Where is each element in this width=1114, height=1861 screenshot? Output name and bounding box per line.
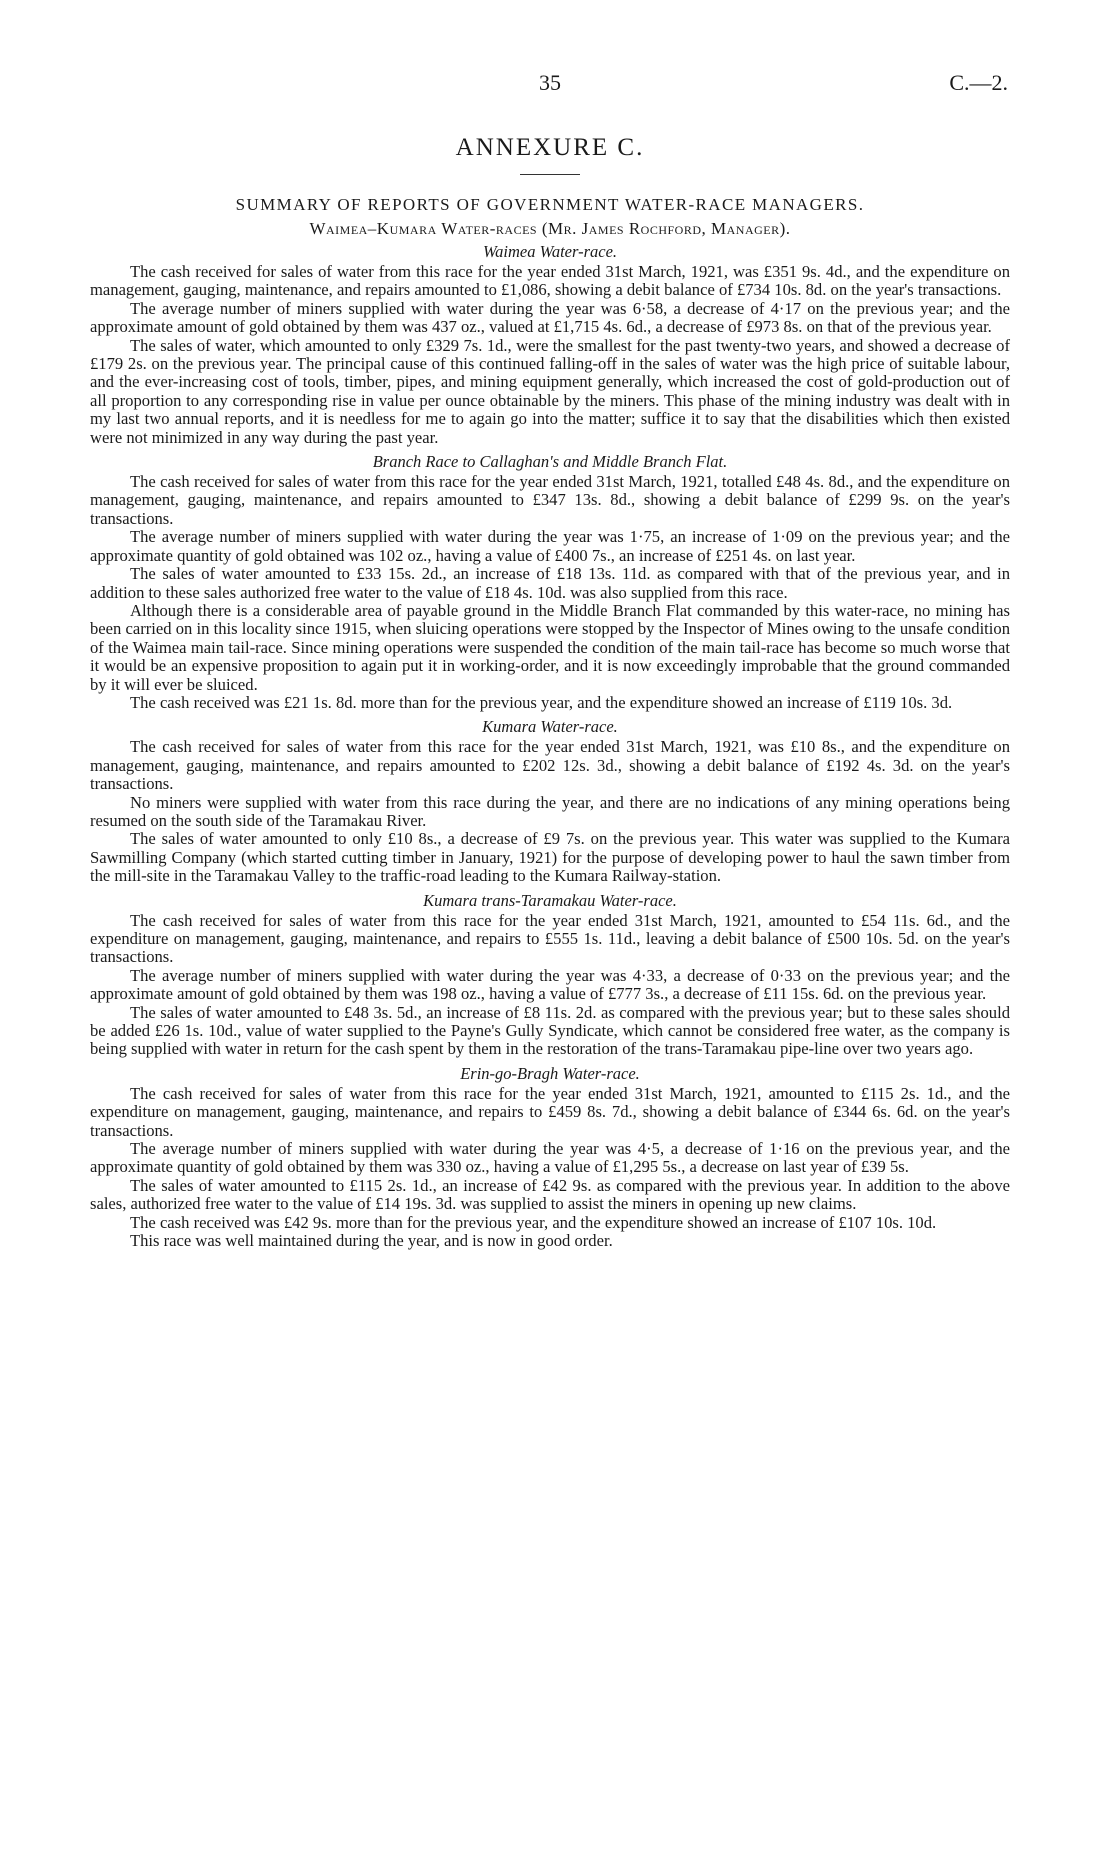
- section-heading: Waimea Water-race.: [482, 242, 618, 261]
- paragraph: The cash received was £21 1s. 8d. more than for the previous year, and the expenditure showed an increase of £119 10s. 3d.: [130, 692, 953, 712]
- paragraph: The cash received for sales of water from this race for the year ended 31st March, 1921, was £10 8s., and the expenditure on management, gauging, maintenance, and repairs amounted to £202 12s. 3d., showing a debit balance of £192 4s. 3d. on the year's transactions.: [90, 737, 1010, 794]
- section-heading: Kumara trans-Taramakau Water-race.: [423, 890, 677, 910]
- paragraph: The sales of water, which amounted to only £329 7s. 1d., were the smallest for the past twenty-two years, and showed a decrease of £179 2s. on the previous year. The principal cause of this continued falling-off in the sales of water was the high price of suitable labour, and the ever-increasing cost of tools, timber, pipes, and mining equipment generally, which increased the cost of gold-production out of all proportion to any corresponding rise in value per ounce obtainable by the miners. This phase of the mining industry was dealt with in my last two annual reports, and it is needless for me to again go into the matter; suffice it to say that the disabilities which then existed were not minimized in any way during the past year.: [90, 335, 1010, 447]
- paragraph: The average number of miners supplied with water during the year was 4·33, a decrease of 0·33 on the previous year; and the approximate amount of gold obtained by them was 198 oz., having a value of £777 3s., a decrease of £11 15s. 6d. on the previous year.: [90, 965, 1010, 1004]
- paragraph: This race was well maintained during the year, and is now in good order.: [130, 1231, 613, 1251]
- paragraph: The average number of miners supplied with water during the year was 6·58, a decrease of 4·17 on the previous year; and the approximate amount of gold obtained by them was 437 oz., valued at £1,715 4s. 6d., a decrease of £973 8s. on that of the previous year.: [90, 298, 1010, 337]
- paragraph: The cash received for sales of water from this race for the year ended 31st March, 1921, amounted to £115 2s. 1d., and the expenditure on management, gauging, maintenance, and repairs to £459 8s. 7d., showing a debit balance of £344 6s. 6d. on the year's transactions.: [90, 1083, 1010, 1140]
- page-number: 35: [539, 70, 561, 95]
- paragraph: The cash received for sales of water from this race for the year ended 31st March, 1921, totalled £48 4s. 8d., and the expenditure on management, gauging, maintenance, and repairs amounted to £347 13s. 8d., showing a debit balance of £299 9s. on the year's transactions.: [90, 472, 1010, 528]
- section-heading: Erin-go-Bragh Water-race.: [460, 1063, 640, 1083]
- paragraph: The sales of water amounted to £115 2s. 1d., an increase of £42 9s. as compared with the previous year. In addition to the above sales, authorized free water to the value of £14 19s. 3d. was supplied to assist the miners in opening up new claims.: [90, 1175, 1010, 1214]
- section-kumara-trans-taramakau: [90, 890, 1010, 1059]
- paragraph: The sales of water amounted to £33 15s. 2d., an increase of £18 13s. 11d. as compared with that of the previous year, and in addition to these sales authorized free water to the value of £18 4s. 10d. was also supplied from this race.: [90, 564, 1010, 602]
- paragraph: Although there is a considerable area of payable ground in the Middle Branch Flat commanded by this water-race, no mining has been carried on in this locality since 1915, when sluicing operations were stopped by the Inspector of Mines owing to the unsafe condition of the Waimea main tail-race. Since mining operations were suspended the condition of the main tail-race has become so much worse that it would be an expensive proposition to again put it in working-order, and it is now exceedingly improbable that the ground commanded by it will ever be sluiced.: [90, 600, 1010, 694]
- section-kumara: [90, 716, 1010, 885]
- document-reference: C.—2.: [949, 70, 1008, 95]
- section-heading: Kumara Water-race.: [482, 717, 618, 737]
- paragraph: The sales of water amounted to only £10 8s., a decrease of £9 7s. on the previous year. This water was supplied to the Kumara Sawmilling Company (which started cutting timber in January, 1921) for the purpose of developing power to haul the sawn timber from the mill-site in the Taramakau Valley to the traffic-road leading to the Kumara Railway-station.: [90, 829, 1010, 886]
- paragraph: The average number of miners supplied with water during the year was 4·5, a decrease of 1·16 on the previous year, and the approximate quantity of gold obtained by them was 330 oz., having a value of £1,295 5s., a decrease on last year of £39 5s.: [90, 1139, 1010, 1177]
- race-group-title: Waimea–Kumara Water-races (Mr. James Rochford, Manager).: [309, 219, 791, 238]
- paragraph: The cash received was £42 9s. more than for the previous year, and the expenditure showed an increase of £107 10s. 10d.: [130, 1212, 937, 1232]
- paragraph: The average number of miners supplied with water during the year was 1·75, an increase of 1·09 on the previous year; and the approximate quantity of gold obtained was 102 oz., having a value of £400 7s., an increase of £251 4s. on last year.: [90, 527, 1010, 565]
- section-waimea: [90, 241, 1010, 447]
- section-branch-race: [90, 451, 1010, 712]
- page-header: [90, 68, 1010, 102]
- annexure-title: ANNEXURE C.: [455, 134, 645, 161]
- section-heading: Branch Race to Callaghan's and Middle Branch Flat.: [372, 452, 728, 472]
- document-page: [90, 68, 1010, 1255]
- paragraph: The cash received for sales of water from this race for the year ended 31st March, 1921, was £351 9s. 4d., and the expenditure on management, gauging, maintenance, and repairs amounted to £1,086, showing a debit balance of £734 10s. 8d. on the year's transactions.: [90, 262, 1010, 300]
- title-divider: [520, 174, 580, 175]
- summary-title: SUMMARY OF REPORTS OF GOVERNMENT WATER-RACE MANAGERS.: [235, 195, 865, 214]
- paragraph: The cash received for sales of water from this race for the year ended 31st March, 1921, amounted to £54 11s. 6d., and the expenditure on management, gauging, maintenance, and repairs to £555 1s. 11d., leaving a debit balance of £500 10s. 5d. on the year's transactions.: [90, 910, 1010, 967]
- paragraph: The sales of water amounted to £48 3s. 5d., an increase of £8 11s. 2d. as compared with the previous year; but to these sales should be added £26 1s. 10d., value of water supplied to the Payne's Gully Syndicate, which cannot be considered free water, as the company is being supplied with water in return for the cash spent by them in the restoration of the trans-Taramakau pipe-line over two years ago.: [90, 1002, 1010, 1059]
- paragraph: No miners were supplied with water from this race during the year, and there are no indications of any mining operations being resumed on the south side of the Taramakau River.: [90, 792, 1010, 830]
- section-erin-go-bragh: [90, 1063, 1010, 1251]
